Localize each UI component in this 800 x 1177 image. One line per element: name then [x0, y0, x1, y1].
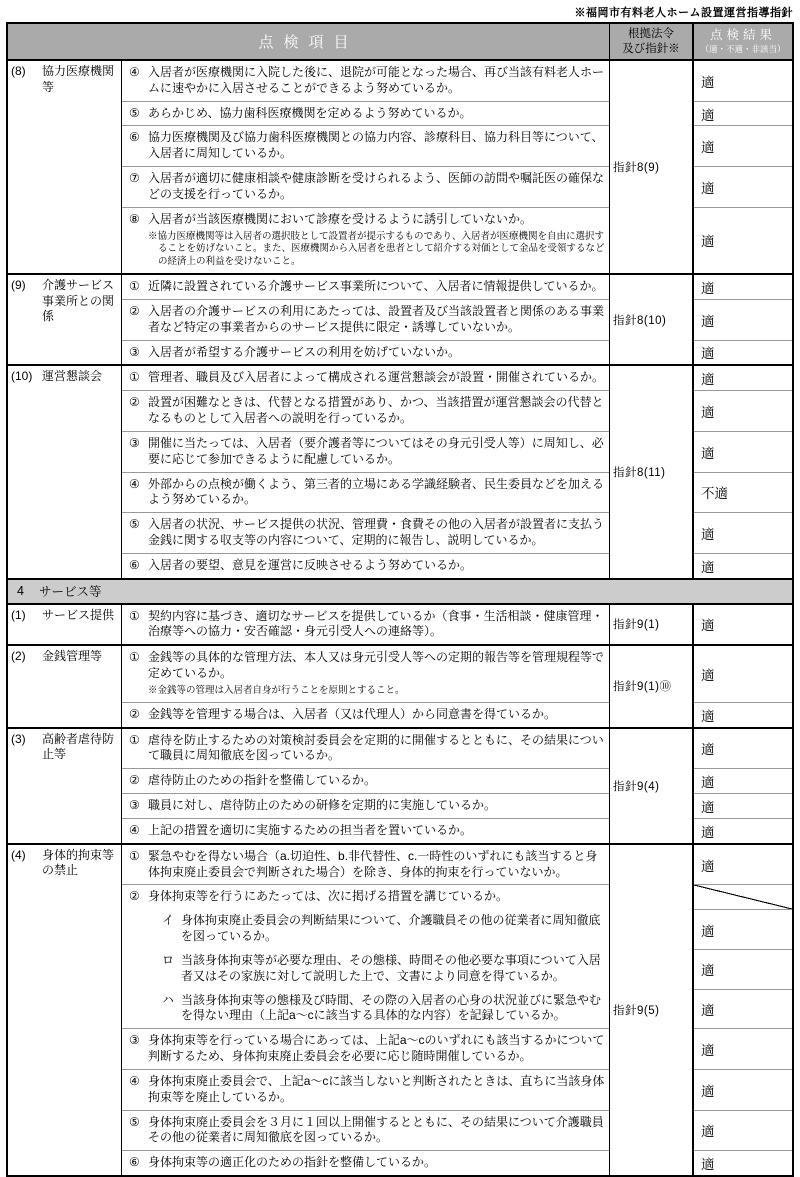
item-row: [122, 472, 609, 513]
document-source-note: ※福岡市有料老人ホーム設置運営指導指針: [574, 7, 793, 19]
item-row: [122, 61, 609, 101]
result-cell: 適: [701, 618, 715, 634]
section-bar-label: サービス等: [39, 584, 102, 599]
item-row: [122, 553, 609, 578]
basis-cell: 指針9(5): [609, 845, 694, 1175]
item-text: 身体拘束廃止委員会で、上記a～cに該当しないと判断されたときは、直ちに当該身体拘束等を廃止しているか。: [148, 1073, 605, 1104]
category-cell: [8, 845, 122, 1175]
header-legal-basis-line2: 及び指針※: [622, 42, 680, 55]
item-row: [122, 818, 609, 843]
item-number: ②: [129, 889, 140, 904]
item-text: 緊急やむを得ない場合（a.切迫性、b.非代替性、c.一時性のいずれにも該当すると身体拘束廃止委員会で判断された場合）を除き、身体的拘束を行っていないか。: [148, 848, 598, 879]
result-cell: 適: [694, 1028, 792, 1069]
item-text: 入居者の要望、意見を運営に反映させるよう努めているか。: [148, 557, 473, 572]
item-text: 当該身体拘束等の態様及び時間、その際の入居者の心身の状況並びに緊急やむを得ない理由（上記a～cに該当する具体的な内容）を記録しているか。: [181, 992, 602, 1023]
item-number: ②: [129, 773, 140, 788]
basis-cell: 指針8(11): [609, 366, 694, 577]
header-result-legend: （適・不適・非該当）: [700, 44, 786, 54]
category-number: (10): [11, 369, 33, 384]
basis-cell: 指針9(1)⑩: [609, 646, 694, 726]
item-number: ④: [129, 822, 140, 837]
item-row: [122, 884, 609, 909]
category-title: 身体的拘束等の禁止: [42, 847, 115, 878]
result-cell: 適: [694, 768, 792, 793]
item-text: 虐待防止のための指針を整備しているか。: [148, 773, 377, 788]
item-subrow: [122, 909, 609, 949]
item-row: [122, 768, 609, 793]
item-subrow: [122, 989, 609, 1029]
result-cell: 適: [701, 372, 715, 388]
item-number: ③: [129, 798, 140, 813]
header-legal-basis-line1: 根拠法令: [628, 27, 674, 40]
item-number: ロ: [162, 952, 175, 967]
category-number: (9): [11, 278, 26, 293]
item-number: ④: [129, 1073, 140, 1088]
result-cell-slashed: [694, 884, 792, 909]
basis-cell: 指針9(4): [609, 729, 694, 843]
result-cell: 適: [694, 431, 792, 472]
item-row: [122, 390, 609, 431]
item-text: 上記の措置を適切に実施するための担当者を置いているか。: [148, 822, 473, 837]
result-cell: 適: [694, 793, 792, 818]
category-cell: [8, 729, 122, 843]
item-text: 身体拘束等の適正化のための指針を整備しているか。: [148, 1155, 437, 1170]
result-cell: 適: [694, 949, 792, 989]
category-number: (2): [11, 649, 26, 664]
item-text: 協力医療機関及び協力歯科医療機関との協力内容、診療科目、協力科目等について、入居者に周知しているか。: [148, 130, 604, 161]
result-cell: 適: [694, 299, 792, 340]
item-text: 身体拘束等を行うにあたっては、次に掲げる措置を講じているか。: [148, 889, 509, 904]
item-text: 虐待を防止するための対策検討委員会を定期的に開催するとともに、その結果について職員に周知徹底を図っているか。: [148, 732, 604, 763]
item-number: ⑦: [129, 171, 140, 186]
item-text: 当該身体拘束等が必要な理由、その態様、時間その他必要な事項について入居者又はその家族に対して説明した上で、文書により同意を得ているか。: [181, 952, 601, 983]
result-cell: 適: [694, 1110, 792, 1151]
category-title: 協力医療機関等: [42, 64, 115, 94]
item-number: ③: [129, 1033, 140, 1048]
result-cell: 不適: [694, 472, 792, 513]
result-cell: 適: [701, 74, 715, 90]
basis-cell: 指針8(10): [609, 275, 694, 364]
item-text: 管理者、職員及び入居者によって構成される運営懇談会が設置・開催されているか。: [148, 370, 605, 385]
basis-cell: 指針9(1): [609, 605, 694, 645]
item-text: 入居者の介護サービスの利用にあたっては、設置者及び当該設置者と関係のある事業者など特定の事業者からのサービス提供に限定・誘導していないか。: [148, 303, 605, 334]
item-text: 近隣に設置されている介護サービス事業所について、入居者に情報提供しているか。: [148, 279, 604, 294]
section-10-management-council: [8, 364, 792, 577]
item-text-main: 入居者が当該医療機関において診療を受けるように誘引していないか。: [148, 211, 533, 226]
category-number: (3): [11, 731, 26, 746]
item-text: 身体拘束廃止委員会の判断結果について、介護職員その他の従業者に周知徹底を図っているか。: [181, 913, 601, 944]
category-cell: [8, 646, 122, 726]
item-number: ①: [129, 650, 140, 665]
item-row: [122, 702, 609, 727]
category-title: 金銭管理等: [42, 649, 103, 664]
item-row: [122, 275, 609, 299]
item-text: [148, 212, 605, 269]
item-number: ⑥: [129, 130, 140, 145]
item-row: [122, 646, 609, 701]
item-row: [122, 431, 609, 472]
item-row: [122, 207, 609, 273]
item-number: ⑥: [129, 1155, 140, 1170]
item-number: ③: [129, 344, 140, 359]
item-row: [122, 845, 609, 885]
item-number: ③: [129, 435, 140, 450]
item-row: [122, 1150, 609, 1175]
result-cell: 適: [701, 742, 715, 758]
item-text-main: 金銭等の具体的な管理方法、本人又は身元引受人等への定期的報告等を管理規程等で定めているか。: [148, 650, 605, 681]
item-number: ⑤: [129, 517, 140, 532]
item-number: ④: [129, 476, 140, 491]
result-cell: 適: [694, 553, 792, 578]
item-number: イ: [162, 913, 175, 928]
result-cell: 適: [694, 512, 792, 553]
category-title: 介護サービス事業所との関係: [42, 278, 115, 324]
section-4-physical-restraint-prohibition: [8, 843, 792, 1175]
result-cell: 適: [694, 989, 792, 1029]
item-row: [122, 1069, 609, 1110]
item-number: ⑧: [129, 211, 140, 226]
inspection-table: [6, 22, 794, 1177]
item-subrow: [122, 949, 609, 989]
item-number: ①: [129, 608, 140, 623]
category-number: (4): [11, 847, 26, 862]
item-row: [122, 512, 609, 553]
item-text: 入居者が希望する介護サービスの利用を妨げていないか。: [148, 344, 461, 359]
section-bar-number: 4: [17, 583, 24, 598]
item-text: 入居者が適切に健康相談や健康診断を受けられるよう、医師の訪問や嘱託医の確保などの支援を行っているか。: [148, 171, 605, 201]
item-number: ①: [129, 279, 140, 294]
header-legal-basis: [609, 24, 694, 59]
item-row: [122, 729, 609, 769]
item-number: ①: [129, 370, 140, 385]
item-text: 外部からの点検が働くよう、第三者的立場にある学識経験者、民生委員などを加えるよう努めているか。: [148, 476, 605, 507]
section-1-service-provision: [8, 603, 792, 645]
category-title: 運営懇談会: [42, 369, 103, 384]
item-note: ※協力医療機関等は入居者の選択肢として設置者が提示するものであり、入居者が医療機関を自由に選択することを妨げないこと。また、医療機関から入居者を患者として紹介する対価として金品を受領するなどの経済上の利益を受けないこと。: [148, 230, 605, 268]
result-cell: 適: [694, 166, 792, 207]
item-note: ※金銭等の管理は入居者自身が行うことを原則とすること。: [148, 684, 405, 696]
header-inspection-result: [694, 24, 792, 59]
section-2-money-management: [8, 644, 792, 726]
section-9-care-service-offices: [8, 273, 792, 364]
item-text: 入居者の状況、サービス提供の状況、管理費・食費その他の入居者が設置者に支払う金銭に関する収支等の内容について、定期的に報告し、説明しているか。: [148, 517, 605, 547]
item-number: ⑤: [129, 105, 140, 120]
category-cell: [8, 275, 122, 364]
item-number: ②: [129, 395, 140, 410]
result-cell: 適: [694, 101, 792, 126]
table-header-row: [8, 24, 792, 59]
result-cell: 適: [694, 702, 792, 727]
item-row: [122, 1028, 609, 1069]
item-text: 設置が困難なときは、代替となる措置があり、かつ、当該措置が運営懇談会の代替となるものとして入居者への説明を行っているか。: [148, 395, 604, 426]
item-number: ②: [129, 303, 140, 318]
item-row: [122, 166, 609, 207]
item-row: [122, 125, 609, 166]
result-cell: 適: [694, 1069, 792, 1110]
item-row: [122, 101, 609, 126]
basis-cell: 指針8(9): [609, 61, 694, 273]
item-number: ⑥: [129, 557, 140, 572]
item-text: [148, 650, 605, 697]
section-bar-services: [8, 578, 792, 603]
item-text: 身体拘束等を行っている場合にあっては、上記a～cのいずれにも該当するかについて判断するため、身体拘束廃止委員会を必要に応じ随時開催しているか。: [148, 1033, 605, 1064]
item-number: ⑤: [129, 1114, 140, 1129]
item-number: ④: [129, 65, 140, 79]
result-cell: 適: [701, 280, 715, 296]
result-cell: 適: [694, 390, 792, 431]
result-cell: 適: [694, 818, 792, 843]
result-cell: 適: [701, 668, 715, 684]
result-cell: 適: [694, 125, 792, 166]
item-row: [122, 299, 609, 340]
section-8-medical-cooperation: [8, 59, 792, 273]
item-number: ハ: [162, 992, 175, 1007]
header-inspection-items: 点検項目: [258, 34, 359, 51]
item-text: 身体拘束廃止委員会を３月に１回以上開催するとともに、その結果について介護職員その他の従業者に周知徹底を図っているか。: [148, 1114, 604, 1145]
category-number: (1): [11, 607, 26, 622]
category-cell: [8, 605, 122, 645]
header-result-title: 点検結果: [709, 28, 776, 43]
result-cell: 適: [694, 207, 792, 273]
category-cell: [8, 61, 122, 273]
category-cell: [8, 366, 122, 577]
item-number: ②: [129, 706, 140, 721]
item-text: 職員に対し、虐待防止のための研修を定期的に実施しているか。: [148, 798, 497, 813]
category-number: (8): [11, 64, 26, 78]
item-number: ①: [129, 848, 140, 863]
item-row: [122, 340, 609, 365]
result-cell: 適: [694, 909, 792, 949]
result-cell: 適: [694, 340, 792, 365]
result-cell: 適: [694, 1150, 792, 1175]
item-text: 契約内容に基づき、適切なサービスを提供しているか（食事・生活相談・健康管理・治療等への協力・安否確認・身元引受人への連絡等）。: [148, 608, 604, 639]
section-3-elder-abuse-prevention: [8, 727, 792, 843]
item-text: 入居者が医療機関に入院した後に、退院が可能となった場合、再び当該有料老人ホームに速やかに入居させることができるよう努めているか。: [148, 65, 605, 95]
result-cell: 適: [701, 858, 715, 874]
category-title: 高齢者虐待防止等: [42, 731, 115, 762]
item-row: [122, 793, 609, 818]
item-text: 金銭等を管理する場合は、入居者（又は代理人）から同意書を得ているか。: [148, 706, 557, 721]
item-row: [122, 605, 609, 645]
item-number: ①: [129, 732, 140, 747]
item-text: 開催に当たっては、入居者（要介護者等についてはその身元引受人等）に周知し、必要に応じて参加できるように配慮しているか。: [148, 435, 604, 466]
category-title: サービス提供: [42, 607, 115, 622]
item-text: あらかじめ、協力歯科医療機関を定めるよう努めているか。: [148, 105, 472, 120]
item-row: [122, 1110, 609, 1151]
item-row: [122, 366, 609, 390]
